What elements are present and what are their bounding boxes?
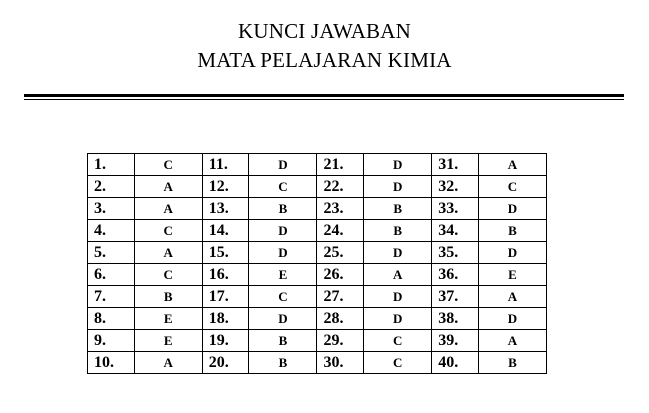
question-number: 7. (88, 286, 135, 308)
answer-letter: D (478, 242, 546, 264)
question-number: 26. (317, 264, 364, 286)
table-row (88, 330, 547, 352)
answer-letter: D (249, 220, 317, 242)
question-number: 21. (317, 154, 364, 176)
question-number: 19. (202, 330, 249, 352)
question-number: 32. (432, 176, 479, 198)
question-number: 39. (432, 330, 479, 352)
answer-letter: E (478, 264, 546, 286)
answer-letter: A (478, 154, 546, 176)
question-number: 31. (432, 154, 479, 176)
question-number: 38. (432, 308, 479, 330)
question-number: 4. (88, 220, 135, 242)
answer-letter: B (249, 330, 317, 352)
question-number: 20. (202, 352, 249, 374)
question-number: 35. (432, 242, 479, 264)
question-number: 36. (432, 264, 479, 286)
answer-letter: D (249, 308, 317, 330)
answer-letter: D (478, 198, 546, 220)
answer-letter: D (478, 308, 546, 330)
table-row (88, 308, 547, 330)
answer-letter: B (364, 220, 432, 242)
answer-letter: C (134, 264, 202, 286)
answer-letter: D (249, 242, 317, 264)
answer-letter: B (134, 286, 202, 308)
question-number: 40. (432, 352, 479, 374)
answer-letter: C (134, 220, 202, 242)
answer-letter: D (249, 154, 317, 176)
question-number: 33. (432, 198, 479, 220)
answer-letter: E (249, 264, 317, 286)
table-row (88, 220, 547, 242)
answer-key-table (87, 153, 547, 374)
question-number: 28. (317, 308, 364, 330)
answer-letter: B (249, 352, 317, 374)
question-number: 13. (202, 198, 249, 220)
question-number: 8. (88, 308, 135, 330)
answer-letter: A (134, 198, 202, 220)
question-number: 10. (88, 352, 135, 374)
answer-letter: D (364, 154, 432, 176)
answer-letter: C (249, 286, 317, 308)
answer-letter: C (364, 330, 432, 352)
answer-letter: A (478, 286, 546, 308)
table-row (88, 242, 547, 264)
answer-letter: C (478, 176, 546, 198)
question-number: 6. (88, 264, 135, 286)
question-number: 34. (432, 220, 479, 242)
answer-letter: D (364, 242, 432, 264)
table-row (88, 198, 547, 220)
question-number: 3. (88, 198, 135, 220)
question-number: 29. (317, 330, 364, 352)
answer-letter: B (249, 198, 317, 220)
answer-letter: A (364, 264, 432, 286)
answer-letter: B (478, 352, 546, 374)
answer-letter: D (364, 176, 432, 198)
question-number: 14. (202, 220, 249, 242)
table-row (88, 352, 547, 374)
question-number: 15. (202, 242, 249, 264)
question-number: 23. (317, 198, 364, 220)
answer-letter: C (134, 154, 202, 176)
question-number: 24. (317, 220, 364, 242)
table-row (88, 154, 547, 176)
answer-letter: A (134, 176, 202, 198)
table-row (88, 286, 547, 308)
answer-letter: C (249, 176, 317, 198)
page-subtitle: MATA PELAJARAN KIMIA (197, 48, 452, 72)
answer-letter: E (134, 308, 202, 330)
header-divider-thick (24, 94, 624, 97)
question-number: 11. (202, 154, 249, 176)
answer-key-body (88, 154, 547, 374)
question-number: 22. (317, 176, 364, 198)
answer-letter: A (134, 352, 202, 374)
question-number: 12. (202, 176, 249, 198)
header-divider-thin (24, 99, 624, 100)
question-number: 9. (88, 330, 135, 352)
answer-letter: A (478, 330, 546, 352)
answer-letter: A (134, 242, 202, 264)
question-number: 25. (317, 242, 364, 264)
question-number: 27. (317, 286, 364, 308)
answer-letter: B (478, 220, 546, 242)
question-number: 5. (88, 242, 135, 264)
question-number: 16. (202, 264, 249, 286)
answer-letter: C (364, 352, 432, 374)
question-number: 18. (202, 308, 249, 330)
page-title: KUNCI JAWABAN (238, 19, 411, 43)
question-number: 37. (432, 286, 479, 308)
table-row (88, 264, 547, 286)
question-number: 30. (317, 352, 364, 374)
question-number: 2. (88, 176, 135, 198)
answer-letter: D (364, 308, 432, 330)
answer-letter: D (364, 286, 432, 308)
answer-letter: E (134, 330, 202, 352)
question-number: 17. (202, 286, 249, 308)
question-number: 1. (88, 154, 135, 176)
answer-letter: B (364, 198, 432, 220)
table-row (88, 176, 547, 198)
